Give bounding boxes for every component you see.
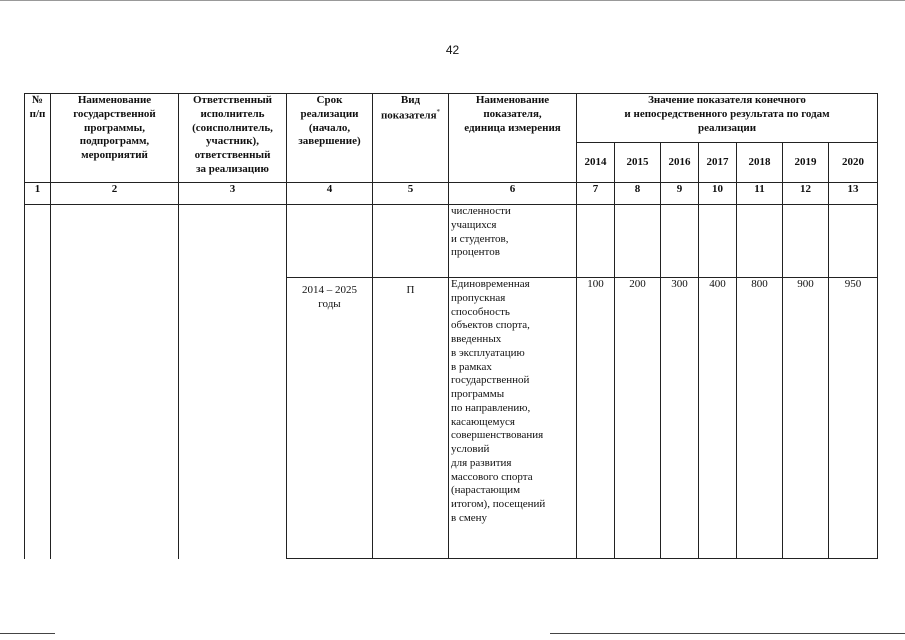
- header-kind: [373, 94, 449, 183]
- cell-value: [699, 205, 737, 278]
- header-year: 2020: [829, 143, 878, 183]
- column-number: 8: [615, 183, 661, 205]
- column-number-row: [25, 183, 878, 205]
- cell-term: 2014 – 2025 годы: [287, 278, 373, 559]
- header-year: 2015: [615, 143, 661, 183]
- column-number: 3: [179, 183, 287, 205]
- column-number: 9: [661, 183, 699, 205]
- header-year: 2017: [699, 143, 737, 183]
- column-number: 2: [51, 183, 179, 205]
- table-row: [25, 205, 878, 278]
- cell-value: 800: [737, 278, 783, 559]
- scan-edge-bottom-right: [550, 633, 905, 634]
- cell-value: 200: [615, 278, 661, 559]
- header-kind-footnote-mark: *: [436, 107, 441, 116]
- cell-kind: [373, 205, 449, 278]
- column-number: 4: [287, 183, 373, 205]
- cell-value: [577, 205, 615, 278]
- header-num: № п/п: [25, 94, 51, 183]
- cell-value: 900: [783, 278, 829, 559]
- cell-value: [783, 205, 829, 278]
- cell-value: [829, 205, 878, 278]
- header-values-group: Значение показателя конечного и непосредственного результата по годам реализации: [577, 94, 878, 143]
- column-number: 11: [737, 183, 783, 205]
- cell-value: 100: [577, 278, 615, 559]
- header-program: Наименование государственной программы, подпрограмм, мероприятий: [51, 94, 179, 183]
- header-term: Срок реализации (начало, завершение): [287, 94, 373, 183]
- header-executor: Ответственный исполнитель (соисполнитель, участник), ответственный за реализацию: [179, 94, 287, 183]
- cell-value: 300: [661, 278, 699, 559]
- cell-value: [661, 205, 699, 278]
- column-number: 12: [783, 183, 829, 205]
- cell-indicator: численности учащихся и студентов, процентов: [449, 205, 577, 278]
- header-year: 2018: [737, 143, 783, 183]
- column-number: 10: [699, 183, 737, 205]
- cell-value: [737, 205, 783, 278]
- column-number: 6: [449, 183, 577, 205]
- column-number: 7: [577, 183, 615, 205]
- cell-value: 950: [829, 278, 878, 559]
- header-year: 2019: [783, 143, 829, 183]
- cell-term: [287, 205, 373, 278]
- header-indicator: Наименование показателя, единица измерения: [449, 94, 577, 183]
- cell-value: [615, 205, 661, 278]
- column-number: 1: [25, 183, 51, 205]
- header-year: 2016: [661, 143, 699, 183]
- cell-indicator: Единовременная пропускная способность объектов спорта, введенных в эксплуатацию в рамках государственной программы по направлению, касающемуся совершенствования условий для развития массового спорта (нарастающим итогом), посещений в смену: [449, 278, 577, 559]
- header-year: 2014: [577, 143, 615, 183]
- indicator-table: [24, 93, 878, 559]
- scan-edge-bottom-left: [0, 633, 55, 634]
- scan-edge-top: [0, 0, 905, 1]
- header-kind-label: Вид показателя: [380, 94, 437, 122]
- cell-num: [25, 205, 51, 559]
- column-number: 5: [373, 183, 449, 205]
- page-number: 42: [445, 43, 460, 57]
- header-row: [25, 94, 878, 143]
- cell-executor: [179, 205, 287, 559]
- cell-value: 400: [699, 278, 737, 559]
- cell-program: [51, 205, 179, 559]
- cell-kind: П: [373, 278, 449, 559]
- column-number: 13: [829, 183, 878, 205]
